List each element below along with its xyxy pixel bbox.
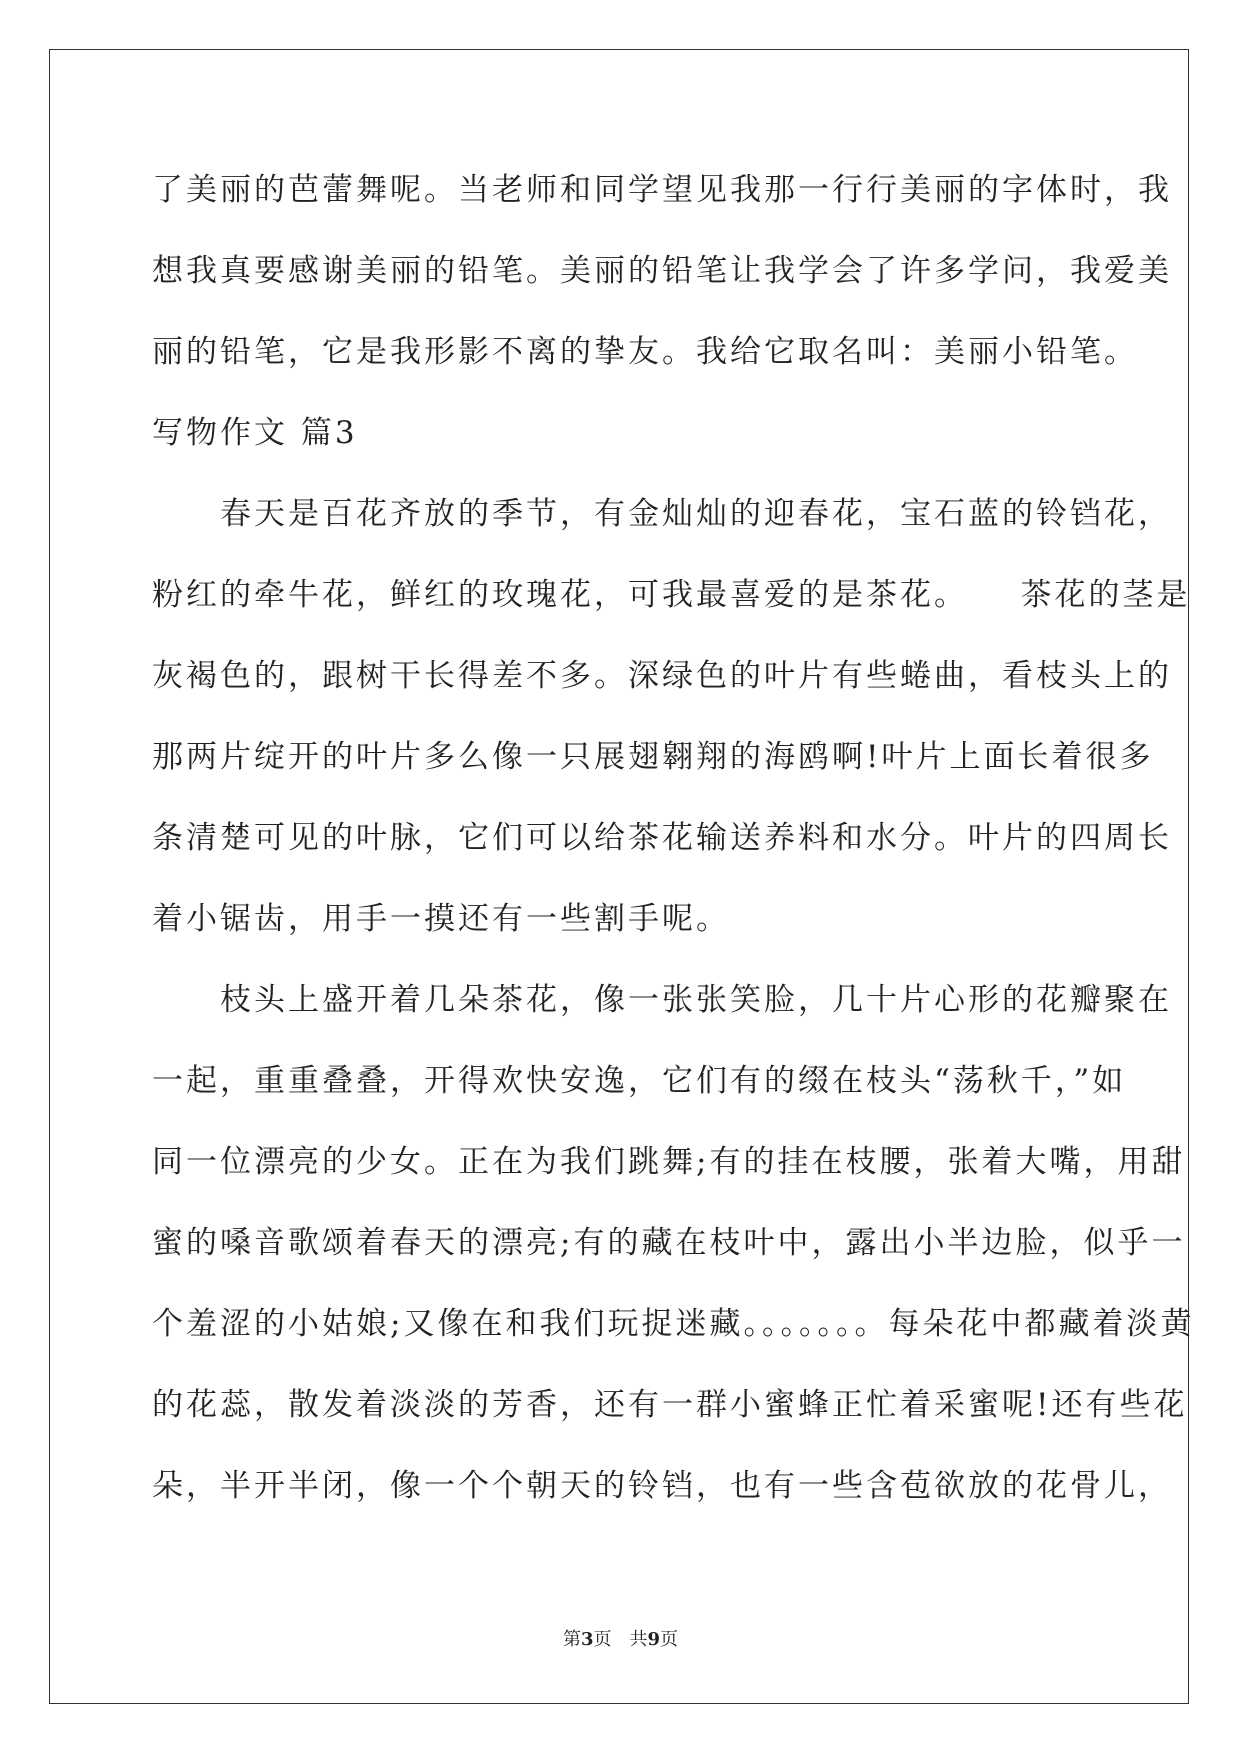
text-line: 想我真要感谢美丽的铅笔。美丽的铅笔让我学会了许多学问，我爱美 [152,253,1172,289]
page-suffix: 页 [660,1629,679,1650]
text-line: 的花蕊，散发着淡淡的芳香，还有一群小蜜蜂正忙着采蜜呢!还有些花 [152,1387,1188,1423]
page-mid: 页 共 [593,1629,648,1650]
current-page-number: 3 [580,1629,594,1650]
text-line: 同一位漂亮的少女。正在为我们跳舞;有的挂在枝腰，张着大嘴，用甜 [152,1144,1186,1180]
text-line: 条清楚可见的叶脉，它们可以给茶花输送养料和水分。叶片的四周长 [152,820,1172,856]
page-border [49,49,1189,1704]
section-heading: 写物作文 篇3 [152,415,358,451]
total-page-number: 9 [647,1629,661,1650]
text-line: 一起，重重叠叠，开得欢快安逸，它们有的缀在枝头“荡秋千，”如 [152,1063,1127,1099]
page-prefix: 第 [562,1629,581,1650]
text-line: 那两片绽开的叶片多么像一只展翅翱翔的海鸥啊!叶片上面长着很多 [152,739,1154,775]
text-line: 蜜的嗓音歌颂着春天的漂亮;有的藏在枝叶中，露出小半边脸，似乎一 [152,1225,1186,1261]
text-line: 春天是百花齐放的季节，有金灿灿的迎春花，宝石蓝的铃铛花， [152,496,1172,532]
text-line: 了美丽的芭蕾舞呢。当老师和同学望见我那一行行美丽的字体时，我 [152,172,1172,208]
text-line: 个羞涩的小姑娘;又像在和我们玩捉迷藏。。。。。。。每朵花中都藏着淡黄 [152,1306,1195,1342]
text-line: 着小锯齿，用手一摸还有一些割手呢。 [152,901,730,937]
page-footer [0,1628,1241,1652]
text-line: 灰褐色的，跟树干长得差不多。深绿色的叶片有些蜷曲，看枝头上的 [152,658,1172,694]
text-line: 朵，半开半闭，像一个个朝天的铃铛，也有一些含苞欲放的花骨儿， [152,1468,1172,1504]
text-line: 粉红的牵牛花，鲜红的玫瑰花，可我最喜爱的是茶花。 茶花的茎是 [152,577,1191,613]
text-line: 丽的铅笔，它是我形影不离的挚友。我给它取名叫：美丽小铅笔。 [152,334,1138,370]
text-line: 枝头上盛开着几朵茶花，像一张张笑脸，几十片心形的花瓣聚在 [152,982,1172,1018]
